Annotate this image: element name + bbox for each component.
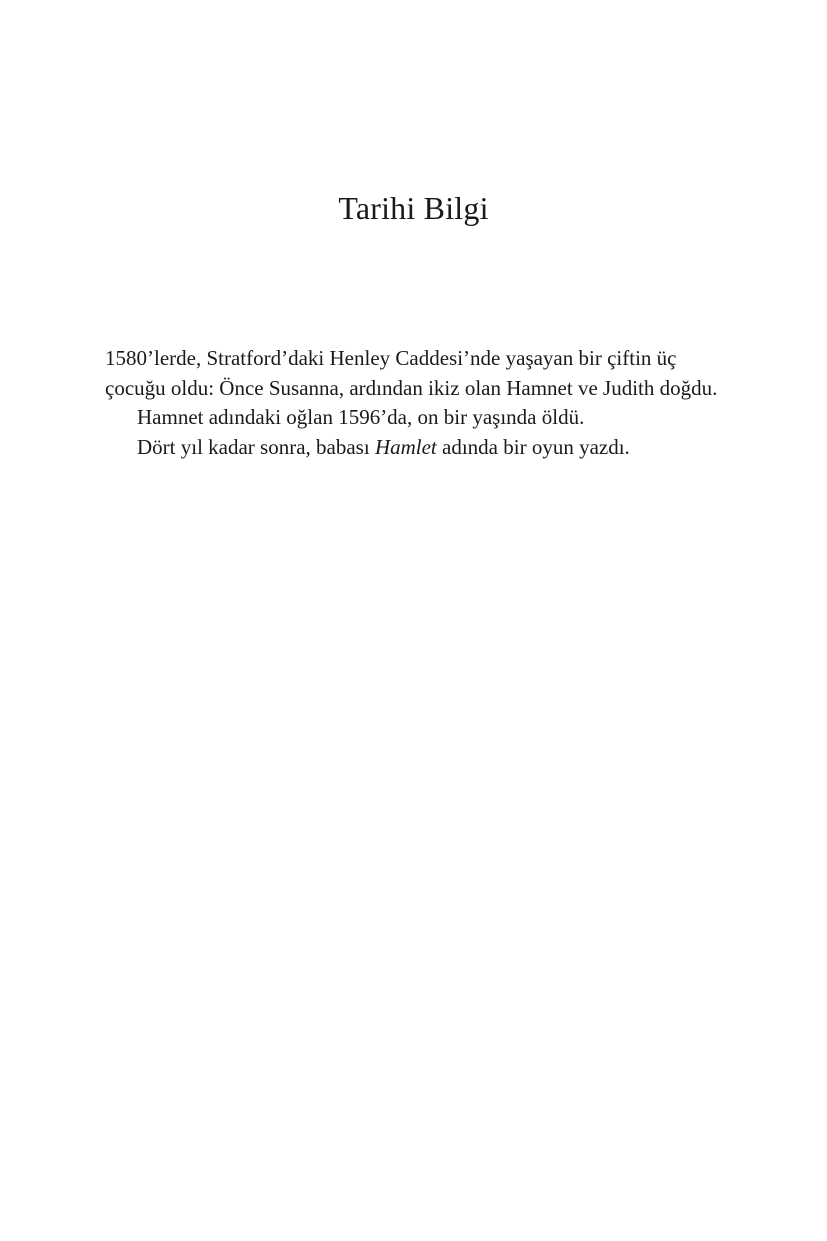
paragraph-1: 1580’lerde, Stratford’daki Henley Caddesi’nde yaşayan bir çiftin üç çocuğu oldu: Önce Susanna, ardından ikiz olan Hamnet ve Judith doğdu.	[105, 346, 718, 400]
paragraph-3-lead: Dört yıl kadar sonra, babası	[137, 434, 375, 459]
paragraph-3	[105, 433, 727, 463]
paragraph-3-tail: adında bir oyun yazdı.	[436, 434, 630, 459]
paragraph-2: Hamnet adındaki oğlan 1596’da, on bir yaşında öldü.	[137, 405, 585, 429]
play-title: Hamlet	[374, 434, 437, 459]
page-title: Tarihi Bilgi	[338, 190, 489, 226]
body-text	[105, 344, 727, 462]
